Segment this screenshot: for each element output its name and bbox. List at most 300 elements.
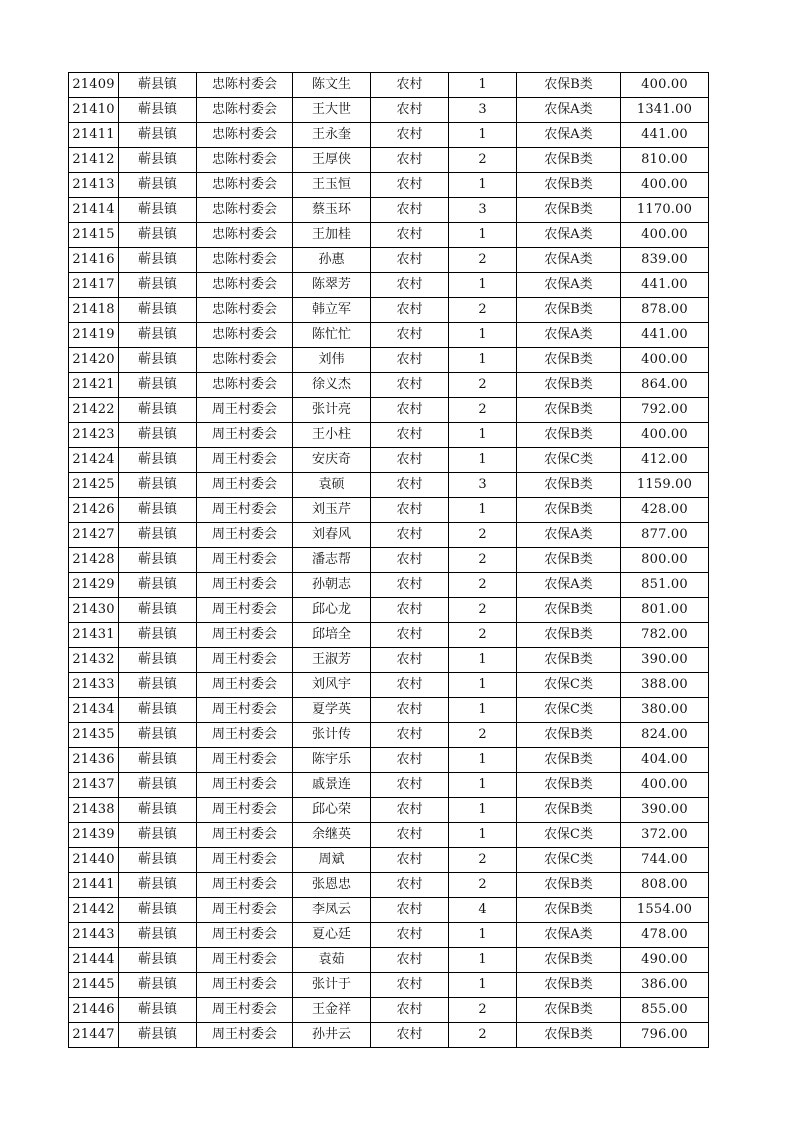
record-id-cell: 21419 xyxy=(69,323,119,348)
village-committee-cell: 周王村委会 xyxy=(197,498,293,523)
amount-cell: 824.00 xyxy=(621,723,709,748)
household-type-cell: 农村 xyxy=(371,723,449,748)
record-id-cell: 21431 xyxy=(69,623,119,648)
town-cell: 蕲县镇 xyxy=(119,448,197,473)
table-row xyxy=(69,898,709,923)
household-type-cell: 农村 xyxy=(371,573,449,598)
village-committee-cell: 周王村委会 xyxy=(197,973,293,998)
table-row xyxy=(69,948,709,973)
member-count-cell: 2 xyxy=(449,1023,517,1048)
household-type-cell: 农村 xyxy=(371,398,449,423)
town-cell: 蕲县镇 xyxy=(119,923,197,948)
village-committee-cell: 周王村委会 xyxy=(197,448,293,473)
member-count-cell: 2 xyxy=(449,248,517,273)
member-count-cell: 1 xyxy=(449,223,517,248)
member-count-cell: 1 xyxy=(449,323,517,348)
household-type-cell: 农村 xyxy=(371,98,449,123)
town-cell: 蕲县镇 xyxy=(119,523,197,548)
member-count-cell: 1 xyxy=(449,673,517,698)
amount-cell: 855.00 xyxy=(621,998,709,1023)
member-count-cell: 2 xyxy=(449,373,517,398)
name-cell: 夏学英 xyxy=(293,698,371,723)
town-cell: 蕲县镇 xyxy=(119,148,197,173)
record-id-cell: 21426 xyxy=(69,498,119,523)
table-row xyxy=(69,73,709,98)
name-cell: 刘伟 xyxy=(293,348,371,373)
amount-cell: 1554.00 xyxy=(621,898,709,923)
name-cell: 徐义杰 xyxy=(293,373,371,398)
town-cell: 蕲县镇 xyxy=(119,298,197,323)
member-count-cell: 1 xyxy=(449,173,517,198)
record-id-cell: 21414 xyxy=(69,198,119,223)
amount-cell: 1170.00 xyxy=(621,198,709,223)
category-cell: 农保B类 xyxy=(517,473,621,498)
category-cell: 农保A类 xyxy=(517,123,621,148)
category-cell: 农保B类 xyxy=(517,1023,621,1048)
village-committee-cell: 忠陈村委会 xyxy=(197,298,293,323)
member-count-cell: 1 xyxy=(449,773,517,798)
table-row xyxy=(69,623,709,648)
table-row xyxy=(69,423,709,448)
record-id-cell: 21440 xyxy=(69,848,119,873)
village-committee-cell: 忠陈村委会 xyxy=(197,98,293,123)
town-cell: 蕲县镇 xyxy=(119,873,197,898)
village-committee-cell: 周王村委会 xyxy=(197,898,293,923)
name-cell: 张恩忠 xyxy=(293,873,371,898)
household-type-cell: 农村 xyxy=(371,148,449,173)
category-cell: 农保B类 xyxy=(517,498,621,523)
name-cell: 邱培全 xyxy=(293,623,371,648)
household-type-cell: 农村 xyxy=(371,523,449,548)
category-cell: 农保A类 xyxy=(517,523,621,548)
amount-cell: 851.00 xyxy=(621,573,709,598)
member-count-cell: 2 xyxy=(449,623,517,648)
name-cell: 张计亮 xyxy=(293,398,371,423)
record-id-cell: 21438 xyxy=(69,798,119,823)
table-row xyxy=(69,373,709,398)
category-cell: 农保C类 xyxy=(517,448,621,473)
amount-cell: 441.00 xyxy=(621,273,709,298)
household-type-cell: 农村 xyxy=(371,648,449,673)
town-cell: 蕲县镇 xyxy=(119,223,197,248)
name-cell: 蔡玉环 xyxy=(293,198,371,223)
amount-cell: 400.00 xyxy=(621,173,709,198)
table-row xyxy=(69,648,709,673)
town-cell: 蕲县镇 xyxy=(119,498,197,523)
record-id-cell: 21445 xyxy=(69,973,119,998)
town-cell: 蕲县镇 xyxy=(119,348,197,373)
town-cell: 蕲县镇 xyxy=(119,948,197,973)
amount-cell: 412.00 xyxy=(621,448,709,473)
household-type-cell: 农村 xyxy=(371,898,449,923)
town-cell: 蕲县镇 xyxy=(119,548,197,573)
table-row xyxy=(69,998,709,1023)
amount-cell: 400.00 xyxy=(621,223,709,248)
household-type-cell: 农村 xyxy=(371,823,449,848)
household-type-cell: 农村 xyxy=(371,498,449,523)
town-cell: 蕲县镇 xyxy=(119,623,197,648)
member-count-cell: 1 xyxy=(449,923,517,948)
record-id-cell: 21432 xyxy=(69,648,119,673)
table-row xyxy=(69,223,709,248)
name-cell: 陈宇乐 xyxy=(293,748,371,773)
amount-cell: 782.00 xyxy=(621,623,709,648)
member-count-cell: 1 xyxy=(449,698,517,723)
member-count-cell: 2 xyxy=(449,998,517,1023)
category-cell: 农保A类 xyxy=(517,98,621,123)
village-committee-cell: 周王村委会 xyxy=(197,923,293,948)
record-id-cell: 21435 xyxy=(69,723,119,748)
member-count-cell: 1 xyxy=(449,423,517,448)
name-cell: 刘风宇 xyxy=(293,673,371,698)
household-type-cell: 农村 xyxy=(371,373,449,398)
member-count-cell: 1 xyxy=(449,73,517,98)
record-id-cell: 21447 xyxy=(69,1023,119,1048)
member-count-cell: 1 xyxy=(449,348,517,373)
village-committee-cell: 周王村委会 xyxy=(197,748,293,773)
member-count-cell: 1 xyxy=(449,948,517,973)
table-row xyxy=(69,773,709,798)
household-type-cell: 农村 xyxy=(371,273,449,298)
town-cell: 蕲县镇 xyxy=(119,1023,197,1048)
household-type-cell: 农村 xyxy=(371,223,449,248)
village-committee-cell: 周王村委会 xyxy=(197,998,293,1023)
record-id-cell: 21446 xyxy=(69,998,119,1023)
record-id-cell: 21436 xyxy=(69,748,119,773)
village-committee-cell: 忠陈村委会 xyxy=(197,373,293,398)
member-count-cell: 1 xyxy=(449,798,517,823)
village-committee-cell: 忠陈村委会 xyxy=(197,198,293,223)
household-type-cell: 农村 xyxy=(371,948,449,973)
name-cell: 王金祥 xyxy=(293,998,371,1023)
category-cell: 农保B类 xyxy=(517,173,621,198)
amount-cell: 796.00 xyxy=(621,1023,709,1048)
amount-cell: 441.00 xyxy=(621,323,709,348)
table-row xyxy=(69,198,709,223)
amount-cell: 390.00 xyxy=(621,648,709,673)
household-type-cell: 农村 xyxy=(371,123,449,148)
name-cell: 夏心廷 xyxy=(293,923,371,948)
amount-cell: 1341.00 xyxy=(621,98,709,123)
category-cell: 农保B类 xyxy=(517,723,621,748)
household-type-cell: 农村 xyxy=(371,848,449,873)
category-cell: 农保A类 xyxy=(517,223,621,248)
village-committee-cell: 忠陈村委会 xyxy=(197,223,293,248)
household-type-cell: 农村 xyxy=(371,473,449,498)
amount-cell: 864.00 xyxy=(621,373,709,398)
table-row xyxy=(69,548,709,573)
category-cell: 农保B类 xyxy=(517,648,621,673)
amount-cell: 792.00 xyxy=(621,398,709,423)
name-cell: 安庆奇 xyxy=(293,448,371,473)
amount-cell: 744.00 xyxy=(621,848,709,873)
amount-cell: 380.00 xyxy=(621,698,709,723)
record-id-cell: 21418 xyxy=(69,298,119,323)
town-cell: 蕲县镇 xyxy=(119,648,197,673)
name-cell: 王厚侠 xyxy=(293,148,371,173)
household-type-cell: 农村 xyxy=(371,973,449,998)
member-count-cell: 2 xyxy=(449,873,517,898)
table-row xyxy=(69,248,709,273)
record-id-cell: 21413 xyxy=(69,173,119,198)
record-id-cell: 21437 xyxy=(69,773,119,798)
household-type-cell: 农村 xyxy=(371,698,449,723)
record-id-cell: 21411 xyxy=(69,123,119,148)
household-type-cell: 农村 xyxy=(371,748,449,773)
name-cell: 刘春风 xyxy=(293,523,371,548)
category-cell: 农保B类 xyxy=(517,298,621,323)
amount-cell: 839.00 xyxy=(621,248,709,273)
record-id-cell: 21416 xyxy=(69,248,119,273)
name-cell: 李凤云 xyxy=(293,898,371,923)
category-cell: 农保A类 xyxy=(517,248,621,273)
category-cell: 农保A类 xyxy=(517,923,621,948)
member-count-cell: 2 xyxy=(449,398,517,423)
town-cell: 蕲县镇 xyxy=(119,323,197,348)
amount-cell: 800.00 xyxy=(621,548,709,573)
name-cell: 王淑芳 xyxy=(293,648,371,673)
name-cell: 戚景连 xyxy=(293,773,371,798)
record-id-cell: 21433 xyxy=(69,673,119,698)
town-cell: 蕲县镇 xyxy=(119,998,197,1023)
amount-cell: 386.00 xyxy=(621,973,709,998)
table-row xyxy=(69,823,709,848)
village-committee-cell: 周王村委会 xyxy=(197,398,293,423)
village-committee-cell: 周王村委会 xyxy=(197,948,293,973)
category-cell: 农保B类 xyxy=(517,598,621,623)
household-type-cell: 农村 xyxy=(371,873,449,898)
category-cell: 农保B类 xyxy=(517,148,621,173)
amount-cell: 478.00 xyxy=(621,923,709,948)
name-cell: 陈翠芳 xyxy=(293,273,371,298)
record-id-cell: 21422 xyxy=(69,398,119,423)
amount-cell: 372.00 xyxy=(621,823,709,848)
village-committee-cell: 周王村委会 xyxy=(197,623,293,648)
member-count-cell: 2 xyxy=(449,848,517,873)
member-count-cell: 4 xyxy=(449,898,517,923)
category-cell: 农保C类 xyxy=(517,673,621,698)
table-row xyxy=(69,398,709,423)
category-cell: 农保B类 xyxy=(517,973,621,998)
village-committee-cell: 忠陈村委会 xyxy=(197,348,293,373)
village-committee-cell: 忠陈村委会 xyxy=(197,148,293,173)
village-committee-cell: 周王村委会 xyxy=(197,848,293,873)
category-cell: 农保B类 xyxy=(517,373,621,398)
name-cell: 陈忙忙 xyxy=(293,323,371,348)
category-cell: 农保B类 xyxy=(517,948,621,973)
category-cell: 农保A类 xyxy=(517,573,621,598)
amount-cell: 390.00 xyxy=(621,798,709,823)
table-row xyxy=(69,348,709,373)
name-cell: 王大世 xyxy=(293,98,371,123)
member-count-cell: 1 xyxy=(449,973,517,998)
household-type-cell: 农村 xyxy=(371,298,449,323)
household-type-cell: 农村 xyxy=(371,248,449,273)
table-row xyxy=(69,123,709,148)
category-cell: 农保B类 xyxy=(517,773,621,798)
amount-cell: 428.00 xyxy=(621,498,709,523)
category-cell: 农保B类 xyxy=(517,423,621,448)
record-id-cell: 21409 xyxy=(69,73,119,98)
village-committee-cell: 周王村委会 xyxy=(197,648,293,673)
name-cell: 邱心龙 xyxy=(293,598,371,623)
member-count-cell: 1 xyxy=(449,748,517,773)
category-cell: 农保B类 xyxy=(517,798,621,823)
name-cell: 张计于 xyxy=(293,973,371,998)
amount-cell: 400.00 xyxy=(621,73,709,98)
record-id-cell: 21425 xyxy=(69,473,119,498)
record-id-cell: 21428 xyxy=(69,548,119,573)
town-cell: 蕲县镇 xyxy=(119,123,197,148)
record-id-cell: 21415 xyxy=(69,223,119,248)
record-id-cell: 21443 xyxy=(69,923,119,948)
town-cell: 蕲县镇 xyxy=(119,398,197,423)
category-cell: 农保B类 xyxy=(517,348,621,373)
name-cell: 袁茹 xyxy=(293,948,371,973)
amount-cell: 404.00 xyxy=(621,748,709,773)
table-row xyxy=(69,673,709,698)
table-row xyxy=(69,173,709,198)
table-row xyxy=(69,473,709,498)
table-body xyxy=(69,73,709,1048)
record-id-cell: 21444 xyxy=(69,948,119,973)
category-cell: 农保B类 xyxy=(517,548,621,573)
category-cell: 农保B类 xyxy=(517,623,621,648)
amount-cell: 388.00 xyxy=(621,673,709,698)
village-committee-cell: 周王村委会 xyxy=(197,423,293,448)
table-row xyxy=(69,748,709,773)
name-cell: 孙惠 xyxy=(293,248,371,273)
member-count-cell: 2 xyxy=(449,548,517,573)
household-type-cell: 农村 xyxy=(371,173,449,198)
village-committee-cell: 忠陈村委会 xyxy=(197,248,293,273)
record-id-cell: 21430 xyxy=(69,598,119,623)
record-id-cell: 21420 xyxy=(69,348,119,373)
amount-cell: 878.00 xyxy=(621,298,709,323)
member-count-cell: 3 xyxy=(449,473,517,498)
village-committee-cell: 周王村委会 xyxy=(197,1023,293,1048)
table-row xyxy=(69,1023,709,1048)
category-cell: 农保B类 xyxy=(517,898,621,923)
table-row xyxy=(69,798,709,823)
table-row xyxy=(69,273,709,298)
amount-cell: 801.00 xyxy=(621,598,709,623)
household-type-cell: 农村 xyxy=(371,798,449,823)
name-cell: 余继英 xyxy=(293,823,371,848)
category-cell: 农保B类 xyxy=(517,398,621,423)
amount-cell: 1159.00 xyxy=(621,473,709,498)
table-row xyxy=(69,448,709,473)
amount-cell: 808.00 xyxy=(621,873,709,898)
record-id-cell: 21441 xyxy=(69,873,119,898)
household-type-cell: 农村 xyxy=(371,923,449,948)
member-count-cell: 1 xyxy=(449,498,517,523)
village-committee-cell: 忠陈村委会 xyxy=(197,323,293,348)
table-row xyxy=(69,848,709,873)
member-count-cell: 2 xyxy=(449,148,517,173)
document-page xyxy=(68,72,708,1048)
household-type-cell: 农村 xyxy=(371,773,449,798)
category-cell: 农保B类 xyxy=(517,998,621,1023)
village-committee-cell: 忠陈村委会 xyxy=(197,273,293,298)
table-row xyxy=(69,148,709,173)
household-type-cell: 农村 xyxy=(371,323,449,348)
household-type-cell: 农村 xyxy=(371,548,449,573)
name-cell: 陈文生 xyxy=(293,73,371,98)
town-cell: 蕲县镇 xyxy=(119,573,197,598)
household-type-cell: 农村 xyxy=(371,198,449,223)
village-committee-cell: 周王村委会 xyxy=(197,698,293,723)
amount-cell: 400.00 xyxy=(621,773,709,798)
town-cell: 蕲县镇 xyxy=(119,423,197,448)
village-committee-cell: 周王村委会 xyxy=(197,523,293,548)
amount-cell: 490.00 xyxy=(621,948,709,973)
category-cell: 农保B类 xyxy=(517,73,621,98)
table-row xyxy=(69,573,709,598)
village-committee-cell: 周王村委会 xyxy=(197,673,293,698)
member-count-cell: 1 xyxy=(449,823,517,848)
category-cell: 农保B类 xyxy=(517,198,621,223)
town-cell: 蕲县镇 xyxy=(119,173,197,198)
household-type-cell: 农村 xyxy=(371,598,449,623)
name-cell: 张计传 xyxy=(293,723,371,748)
record-id-cell: 21427 xyxy=(69,523,119,548)
village-committee-cell: 周王村委会 xyxy=(197,473,293,498)
table-row xyxy=(69,923,709,948)
table-row xyxy=(69,523,709,548)
category-cell: 农保A类 xyxy=(517,273,621,298)
table-row xyxy=(69,323,709,348)
town-cell: 蕲县镇 xyxy=(119,823,197,848)
amount-cell: 441.00 xyxy=(621,123,709,148)
village-committee-cell: 周王村委会 xyxy=(197,573,293,598)
village-committee-cell: 忠陈村委会 xyxy=(197,73,293,98)
member-count-cell: 1 xyxy=(449,448,517,473)
table-row xyxy=(69,598,709,623)
household-type-cell: 农村 xyxy=(371,1023,449,1048)
town-cell: 蕲县镇 xyxy=(119,373,197,398)
town-cell: 蕲县镇 xyxy=(119,673,197,698)
member-count-cell: 3 xyxy=(449,98,517,123)
name-cell: 孙井云 xyxy=(293,1023,371,1048)
town-cell: 蕲县镇 xyxy=(119,723,197,748)
name-cell: 韩立军 xyxy=(293,298,371,323)
household-type-cell: 农村 xyxy=(371,673,449,698)
town-cell: 蕲县镇 xyxy=(119,198,197,223)
category-cell: 农保C类 xyxy=(517,823,621,848)
name-cell: 王玉恒 xyxy=(293,173,371,198)
household-type-cell: 农村 xyxy=(371,623,449,648)
record-id-cell: 21439 xyxy=(69,823,119,848)
town-cell: 蕲县镇 xyxy=(119,973,197,998)
town-cell: 蕲县镇 xyxy=(119,798,197,823)
amount-cell: 400.00 xyxy=(621,348,709,373)
town-cell: 蕲县镇 xyxy=(119,73,197,98)
category-cell: 农保C类 xyxy=(517,698,621,723)
town-cell: 蕲县镇 xyxy=(119,898,197,923)
table-row xyxy=(69,298,709,323)
member-count-cell: 3 xyxy=(449,198,517,223)
name-cell: 刘玉芹 xyxy=(293,498,371,523)
record-id-cell: 21442 xyxy=(69,898,119,923)
name-cell: 王永奎 xyxy=(293,123,371,148)
village-committee-cell: 周王村委会 xyxy=(197,823,293,848)
village-committee-cell: 周王村委会 xyxy=(197,723,293,748)
member-count-cell: 2 xyxy=(449,723,517,748)
household-type-cell: 农村 xyxy=(371,348,449,373)
member-count-cell: 1 xyxy=(449,273,517,298)
table-row xyxy=(69,98,709,123)
